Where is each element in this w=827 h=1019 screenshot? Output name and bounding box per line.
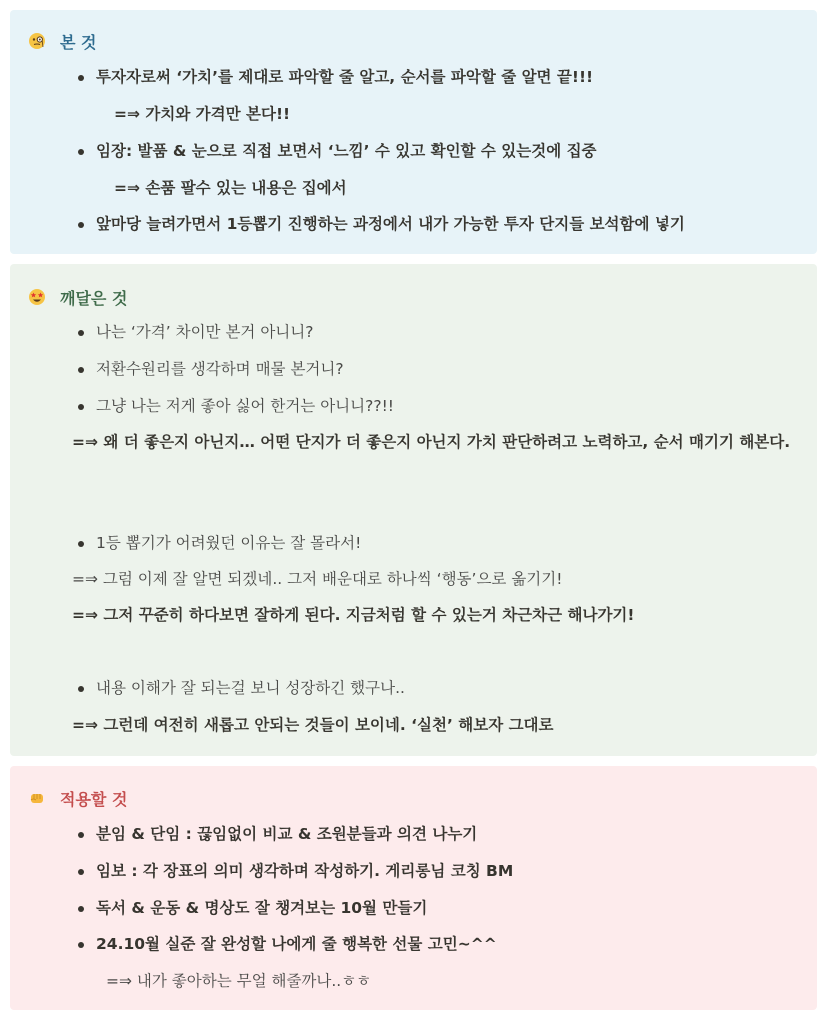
list-item: 내용 이해가 잘 되는걸 보니 성장하긴 했구나.. [76,677,405,699]
callout-apply-header [28,786,127,810]
list-item: 그냥 나는 저게 좋아 싫어 한거는 아니니??!! [76,395,394,417]
paragraph: =⇒ 그저 꾸준히 하다보면 잘하게 된다. 지금처럼 할 수 있는거 차근차근 해나가기! [72,606,635,624]
list-item: 나는 ‘가격’ 차이만 본거 아니니? [76,321,313,343]
star-struck-icon [28,288,46,306]
oncoming-fist-icon [28,789,46,807]
sub-note: =⇒ 가치와 가격만 본다!! [114,105,291,123]
callout-seen-header [28,29,96,53]
paragraph: =⇒ 그럼 이제 잘 알면 되겠네.. 그저 배운대로 하나씩 ‘행동’으로 옮기기! [72,570,563,588]
list-item: 앞마당 늘려가면서 1등뽑기 진행하는 과정에서 내가 가능한 투자 단지들 보석함에 넣기 [76,213,685,235]
list-item: 저환수원리를 생각하며 매물 본거니? [76,358,344,380]
list-item: 임보 : 각 장표의 의미 생각하며 작성하기. 게리롱님 코칭 BM [76,860,513,882]
list-item: 독서 & 운동 & 명상도 잘 챙겨보는 10월 만들기 [76,897,427,919]
sub-note: =⇒ 내가 좋아하는 무얼 해줄까나..ㅎㅎ [106,972,372,990]
list-item: 1등 뽑기가 어려웠던 이유는 잘 몰라서! [76,532,361,554]
callout-apply [10,766,817,1010]
callout-learned-header [28,285,127,309]
callout-seen-title: 본 것 [60,32,97,52]
list-item: 임장: 발품 & 눈으로 직접 보면서 ‘느낌’ 수 있고 확인할 수 있는것에 집중 [76,140,597,162]
callout-learned-title: 깨달은 것 [60,288,128,308]
paragraph: =⇒ 그런데 여전히 새롭고 안되는 것들이 보이네. ‘실천’ 해보자 그대로 [72,716,554,734]
list-item: 투자자로써 ‘가치’를 제대로 파악할 줄 알고, 순서를 파악할 줄 알면 끝!!! [76,66,593,88]
sub-note: =⇒ 손품 팔수 있는 내용은 집에서 [114,179,347,197]
monocle-face-icon [28,32,46,50]
list-item: 분임 & 단임 : 끊임없이 비교 & 조원분들과 의견 나누기 [76,823,477,845]
callout-apply-title: 적용할 것 [60,789,128,809]
callout-seen [10,10,817,254]
callout-learned [10,264,817,756]
list-item: 24.10월 실준 잘 완성할 나에게 줄 행복한 선물 고민~^^ [76,933,497,955]
paragraph: =⇒ 왜 더 좋은지 아닌지… 어떤 단지가 더 좋은지 아닌지 가치 판단하려고 노력하고, 순서 매기기 해본다. [72,433,791,451]
